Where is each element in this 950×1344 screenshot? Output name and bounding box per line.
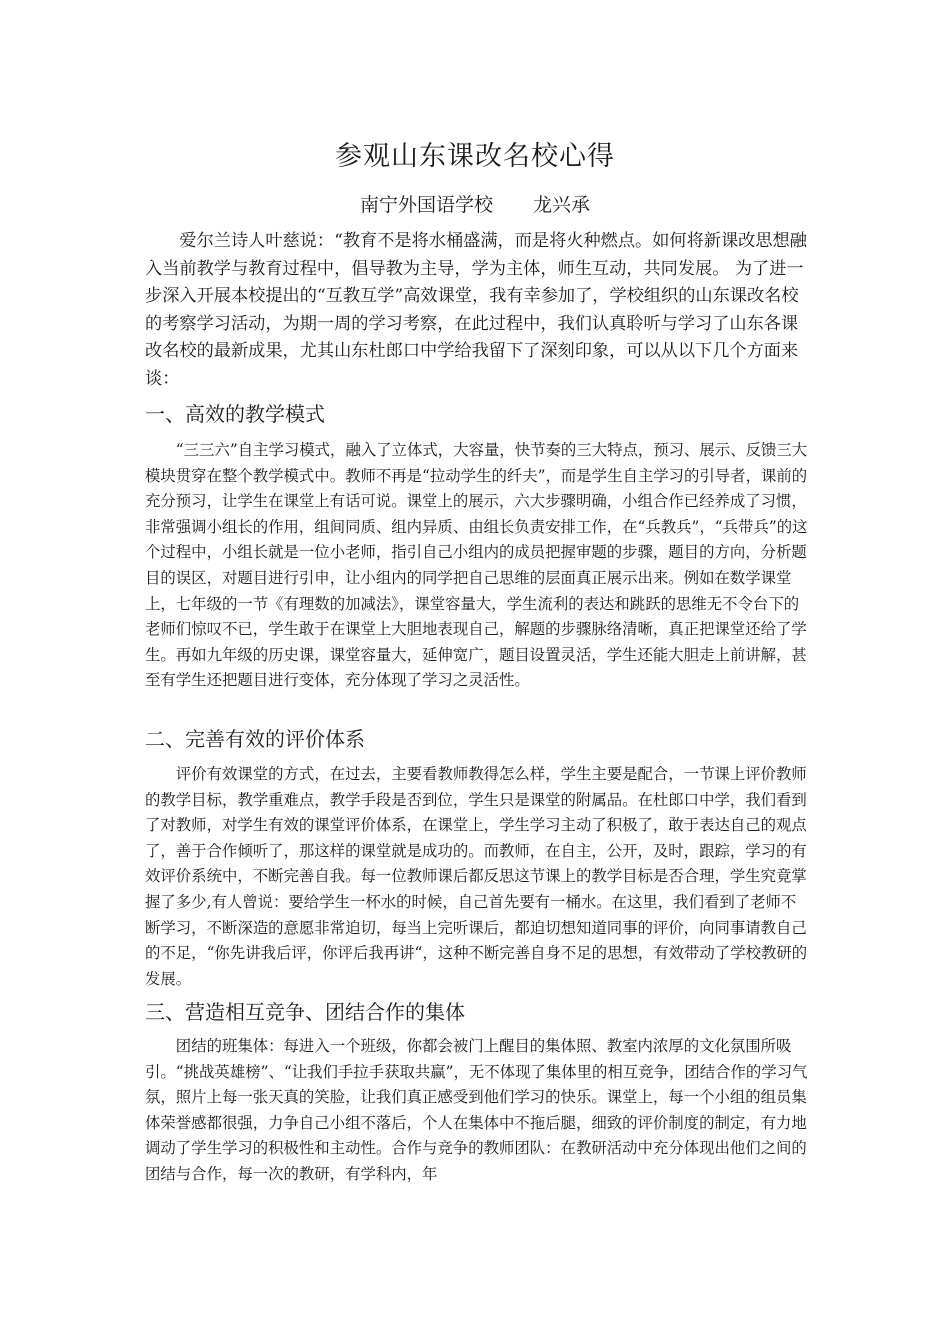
byline [0,190,950,217]
byline-author: 龙兴承 [533,194,591,216]
document-title: 参观山东课改名校心得 [335,141,615,172]
byline-school: 南宁外国语学校 [359,194,493,216]
section-paragraph-3: 团结的班集体：每进入一个班级，你都会被门上醒目的集体照、教室内浓厚的文化氛围所吸引。“挑战英雄榜”、“让我们手拉手获取共赢”，无不体现了集体里的相互竞争，团结合作的学习气氛，照片上每一张天真的笑脸，让我们真正感受到他们学习的快乐。课堂上，每一个小组的组员集体荣誉感都很强，力争自己小组不落后，个人在集体中不拖后腿，细致的评价制度的制定，有力地调动了学生学习的积极性和主动性。合作与竞争的教师团队：在教研活动中充分体现出他们之间的团结与合作，每一次的教研，有学科内，年 [145,1037,808,1183]
section-paragraph-2: 评价有效课堂的方式，在过去，主要看教师教得怎么样，学生主要是配合，一节课上评价教师的教学目标，教学重难点，教学手段是否到位，学生只是课堂的附属品。在杜郎口中学，我们看到了对教师，对学生有效的课堂评价体系，在课堂上，学生学习主动了积极了，敢于表达自己的观点了，善于合作倾听了，那这样的课堂就是成功的。而教师，在自主，公开，及时，跟踪，学习的有效评价系统中，不断完善自我。每一位教师课后都反思这节课上的教学目标是否合理，学生究竟掌握了多少,有人曾说：要给学生一杯水的时候，自己首先要有一桶水。在这里，我们看到了老师不断学习，不断深造的意愿非常迫切，每当上完听课后，都迫切想知道同事的评价，向同事请教自己的不足，“你先讲我后评，你评后我再讲“，这种不断完善自身不足的思想，有效带动了学校教研的发展。 [145,765,808,988]
section-paragraph-1: “三三六”自主学习模式，融入了立体式，大容量，快节奏的三大特点，预习、展示、反馈三大模块贯穿在整个教学模式中。教师不再是“拉动学生的纤夫”，而是学生自主学习的引导者，课前的充分预习，让学生在课堂上有话可说。课堂上的展示，六大步骤明确，小组合作已经养成了习惯，非常强调小组长的作用，组间同质、组内异质、由组长负责安排工作，在“兵教兵”，“兵带兵”的这个过程中，小组长就是一位小老师，指引自己小组内的成员把握审题的步骤，题目的方向，分析题目的误区，对题目进行引申，让小组内的同学把自己思维的层面真正展示出来。例如在数学课堂上，七年级的一节《有理数的加减法》，课堂容量大，学生流利的表达和跳跃的思维无不令台下的老师们惊叹不已，学生敢于在课堂上大胆地表现自己，解题的步骤脉络清晰，真正把课堂还给了学生。再如九年级的历史课，课堂容量大，延伸宽广，题目设置灵活，学生还能大胆走上前讲解，甚至有学生还把题目进行变体，充分体现了学习之灵活性。 [145,441,808,690]
section-heading-1: 一、高效的教学模式 [145,402,325,426]
intro-paragraph: 爱尔兰诗人叶慈说：“教育不是将水桶盛满，而是将火种燃点。如何将新课改思想融入当前教学与教育过程中，倡导教为主导，学为主体，师生互动，共同发展。 为了进一步深入开展本校提出的“互教互学”高效课堂，我有幸参加了，学校组织的山东课改名校的考察学习活动，为期一周的学习考察，在此过程中，我们认真聆听与学习了山东各课改名校的最新成果，尤其山东杜郎口中学给我留下了深刻印象，可以从以下几个方面来谈： [145,231,807,389]
section-heading-3: 三、营造相互竞争、团结合作的集体 [145,1000,465,1024]
section-heading-2: 二、完善有效的评价体系 [145,727,365,751]
